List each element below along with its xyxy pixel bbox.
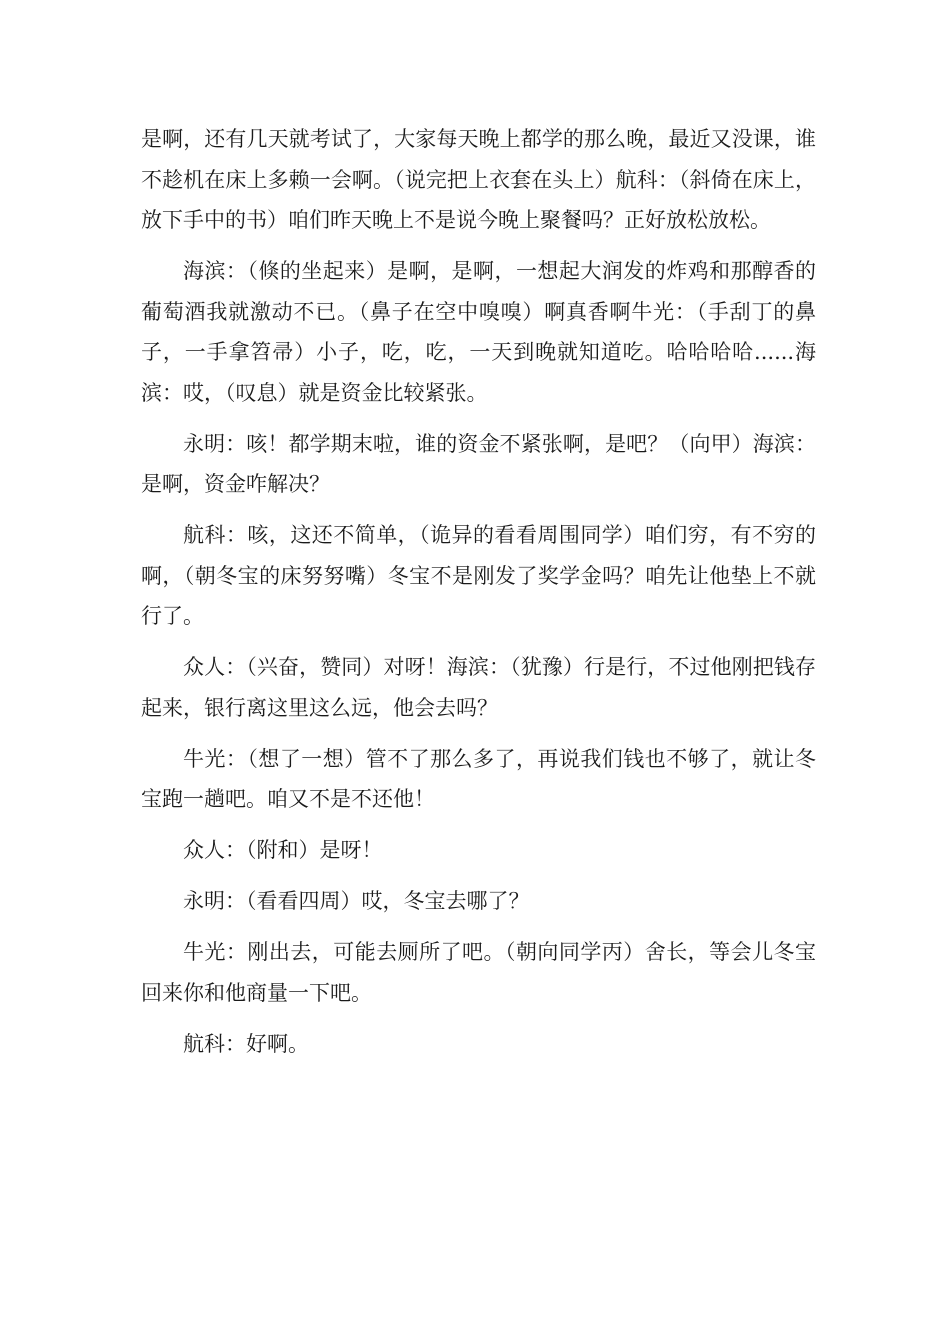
paragraph-9: 牛光：刚出去，可能去厕所了吧。（朝向同学丙）舍长，等会儿冬宝回来你和他商量一下吧。: [141, 940, 816, 1005]
paragraph-4: 航科：咳，这还不简单，（诡异的看看周围同学）咱们穷，有不穷的啊，（朝冬宝的床努努嘴）冬宝不是刚发了奖学金吗？咱先让他垫上不就行了。: [141, 523, 816, 628]
paragraph-5: 众人：（兴奋，赞同）对呀！海滨：（犹豫）行是行，不过他刚把钱存起来，银行离这里这么远，他会去吗？: [141, 655, 816, 720]
document-page: [141, 119, 816, 1075]
paragraph-3: 永明：咳！都学期末啦，谁的资金不紧张啊，是吧？（向甲）海滨：是啊，资金咋解决？: [141, 431, 816, 496]
paragraph-8: 永明：（看看四周）哎，冬宝去哪了？: [183, 889, 530, 913]
paragraph-1: 是啊，还有几天就考试了，大家每天晚上都学的那么晚，最近又没课，谁不趁机在床上多赖一会啊。（说完把上衣套在头上）航科：（斜倚在床上，放下手中的书）咱们昨天晚上不是说今晚上聚餐吗？正好放松放松。: [141, 127, 816, 232]
paragraph-7: 众人：（附和）是呀！: [183, 838, 383, 862]
paragraph-2: 海滨：（倏的坐起来）是啊，是啊，一想起大润发的炸鸡和那醇香的葡萄酒我就激动不已。（鼻子在空中嗅嗅）啊真香啊牛光：（手刮丁的鼻子，一手拿笤帚）小子，吃，吃，一天到晚就知道吃。哈哈哈哈......海滨：哎，（叹息）就是资金比较紧张。: [141, 259, 816, 405]
paragraph-6: 牛光：（想了一想）管不了那么多了，再说我们钱也不够了，就让冬宝跑一趟吧。咱又不是不还他！: [141, 746, 816, 811]
paragraph-10: 航科：好啊。: [183, 1031, 309, 1056]
